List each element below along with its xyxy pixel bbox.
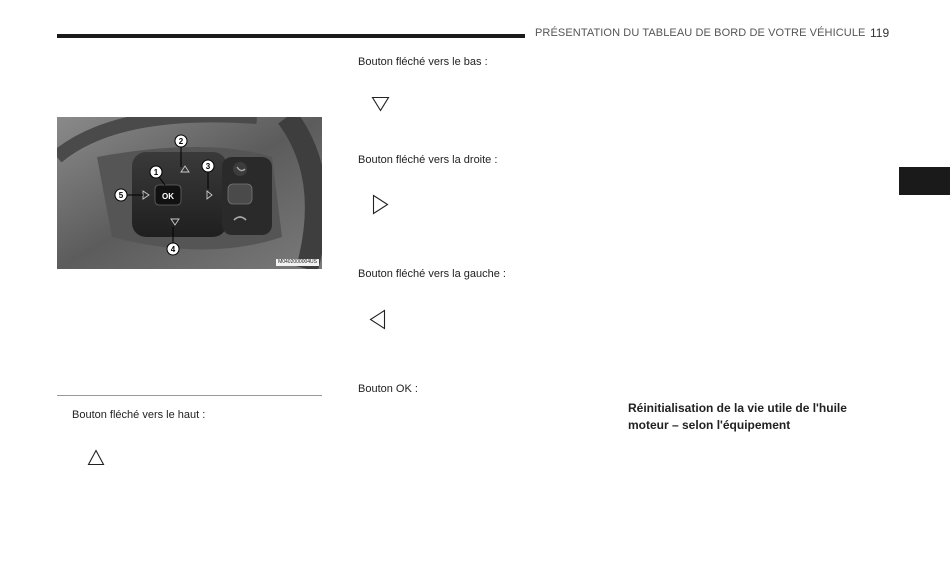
callout-5: 5 — [118, 191, 124, 200]
running-header-title: PRÉSENTATION DU TABLEAU DE BORD DE VOTRE VÉHICULE — [535, 27, 866, 39]
callout-4: 4 — [170, 245, 176, 254]
callout-3: 3 — [205, 162, 211, 171]
triangle-up-outline-icon — [87, 449, 105, 466]
ok-button-section-label: Bouton OK : — [358, 383, 418, 395]
page-number: 119 — [870, 26, 890, 40]
right-arrow-button-label: Bouton fléché vers la droite : — [358, 154, 498, 166]
down-arrow-button-label: Bouton fléché vers le bas : — [358, 56, 488, 68]
up-arrow-button-label: Bouton fléché vers le haut : — [72, 409, 206, 421]
left-arrow-button-label: Bouton fléché vers la gauche : — [358, 268, 506, 280]
steering-wheel-controls-photo — [57, 117, 322, 269]
triangle-left-outline-icon — [369, 309, 386, 330]
steering-wheel-illustration — [57, 117, 322, 269]
oil-life-reset-heading: Réinitialisation de la vie utile de l'huile moteur – selon l'équipement — [628, 401, 847, 432]
section-divider — [57, 395, 322, 396]
chapter-side-tab — [899, 167, 950, 195]
callout-1: 1 — [153, 168, 159, 177]
triangle-right-outline-icon — [372, 194, 389, 215]
header-rule — [57, 34, 525, 38]
ok-button-label: OK — [162, 192, 174, 201]
callout-2: 2 — [178, 137, 184, 146]
triangle-down-outline-icon — [371, 96, 390, 112]
figure-image-code: M0402000004US — [278, 259, 317, 265]
